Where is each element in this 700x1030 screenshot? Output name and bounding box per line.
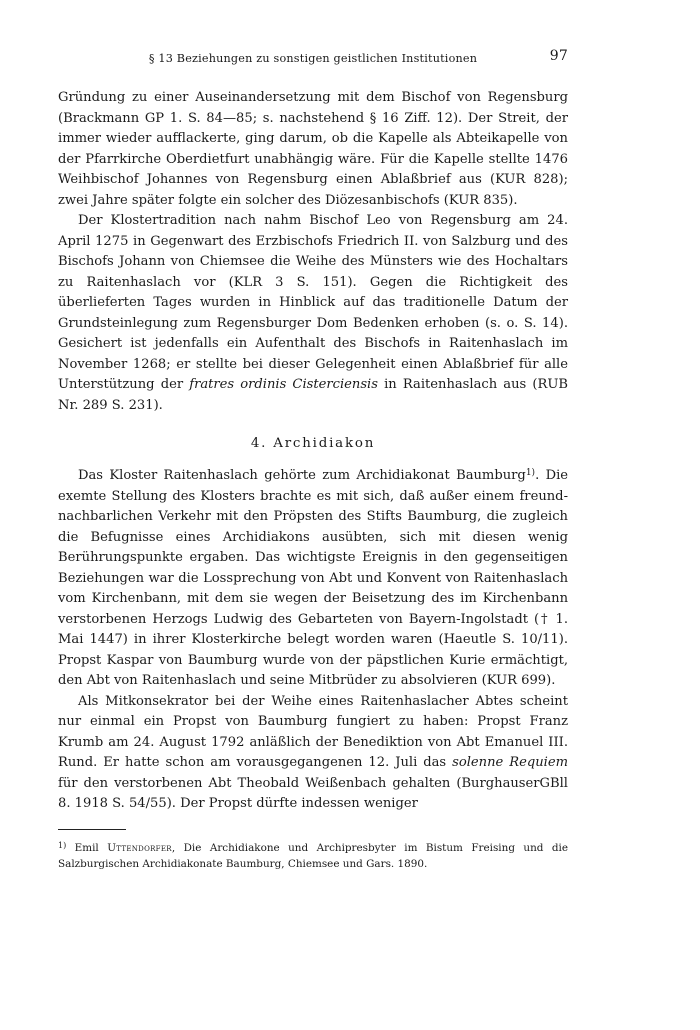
paragraph-2-italic: fratres ordinis Cisterciensis (189, 377, 378, 392)
paragraph-4-text: Als Mitkonsekrator bei der Weihe eines Raitenhaslacher Abtes scheint nur einmal ein Propst von Baumburg fungiert zu haben: Propst Franz Krumb am 24. August 1792 anläßlich der Benediktion von Abt Emanuel III. Rund. Er hatte schon am vorausgegangenen 12. Juli das (58, 693, 568, 770)
running-title: § 13 Beziehungen zu sonstigen geistlichen Institutionen (148, 52, 478, 65)
footnote-divider (58, 829, 126, 830)
body-text (58, 88, 568, 815)
footnote-mark: 1) (58, 840, 67, 850)
paragraph-4-text-end: für den verstorbenen Abt Theobald Weißenbach gehalten (BurghauserGBll 8. 1918 S. 54/55). Der Propst dürfte indessen weniger (58, 775, 568, 811)
paragraph-2 (58, 211, 568, 416)
footnote (58, 840, 568, 872)
footnote-text: , Die Archidiakone und Archipresbyter im Bistum Freising und die Salzburgischen Archidiakonate Baumburg, Chiemsee und Gars. 1890. (58, 841, 569, 870)
book-page (58, 46, 568, 872)
paragraph-1: Gründung zu einer Auseinandersetzung mit dem Bischof von Regensburg (Brackmann GP 1. S. 84—85; s. nachstehend § 16 Ziff. 12). Der Streit, der immer wieder aufflackerte, ging darum, ob die Kapelle als Abteikapelle von der Pfarrkirche Oberdietfurt unabhängig wäre. Für die Kapelle stellte 1476 Weihbischof Johannes von Regensburg einen Ablaßbrief aus (KUR 828); zwei Jahre später folgte ein solcher des Diözesanbischofs (KUR 835). (58, 90, 568, 208)
paragraph-3-text-end: . Die exemte Stellung des Klosters brachte es mit sich, daß außer einem freund-nachbarlichen Verkehr mit den Pröpsten des Stifts Baumburg, die zugleich die Befugnisse eines Archidiakons ausübten, sich mit diesen wenig Berührungspunkte ergaben. Das wichtigste Ereignis in den gegenseitigen Beziehungen war die Lossprechung von Abt und Konvent von Raitenhaslach vom Kirchenbann, mit dem sie wegen der Beisetzung des im Kirchenbann verstorbenen Herzogs Ludwig des Gebarteten von Bayern-Ingolstadt († 1. Mai 1447) in ihrer Klosterkirche belegt worden waren (Haeutle S. 10/11). Propst Kaspar von Baumburg wurde von der päpstlichen Kurie ermächtigt, den Abt von Raitenhaslach und seine Mitbrüder zu absolvieren (KUR 699). (58, 468, 569, 688)
page-number: 97 (549, 48, 568, 64)
paragraph-2-text: Der Klostertradition nach nahm Bischof Leo von Regensburg am 24. April 1275 in Gegenwart des Erzbischofs Friedrich II. von Salzburg und des Bischofs Johann von Chiemsee die Weihe des Münsters wie des Hochaltars zu Raitenhaslach vor (KLR 3 S. 151). Gegen die Richtigkeit des überlieferten Tages wurden in Hinblick auf das traditionelle Datum der Grundsteinlegung zum Regensburger Dom Bedenken erhoben (s. o. S. 14). Gesichert ist jedenfalls ein Aufenthalt des Bischofs in Raitenhaslach im November 1268; er stellte bei dieser Gelegenheit einen Ablaßbrief für alle Unterstützung der (58, 213, 568, 392)
footnote-author: Uttendorfer (107, 841, 172, 854)
footnote-reference[interactable]: 1) (525, 468, 536, 478)
paragraph-4 (58, 692, 568, 815)
running-head (58, 46, 568, 68)
paragraph-3 (58, 466, 568, 692)
paragraph-4-italic: solenne Requiem (452, 755, 568, 770)
paragraph-2-text-end: in Raitenhaslach aus (RUB Nr. 289 S. 231). (58, 377, 569, 413)
section-heading: 4. Archidiakon (250, 436, 376, 451)
paragraph-3-text: Das Kloster Raitenhaslach gehörte zum Archidiakonat Baumburg (78, 468, 526, 483)
footnote-author-prefix: Emil (74, 841, 108, 854)
